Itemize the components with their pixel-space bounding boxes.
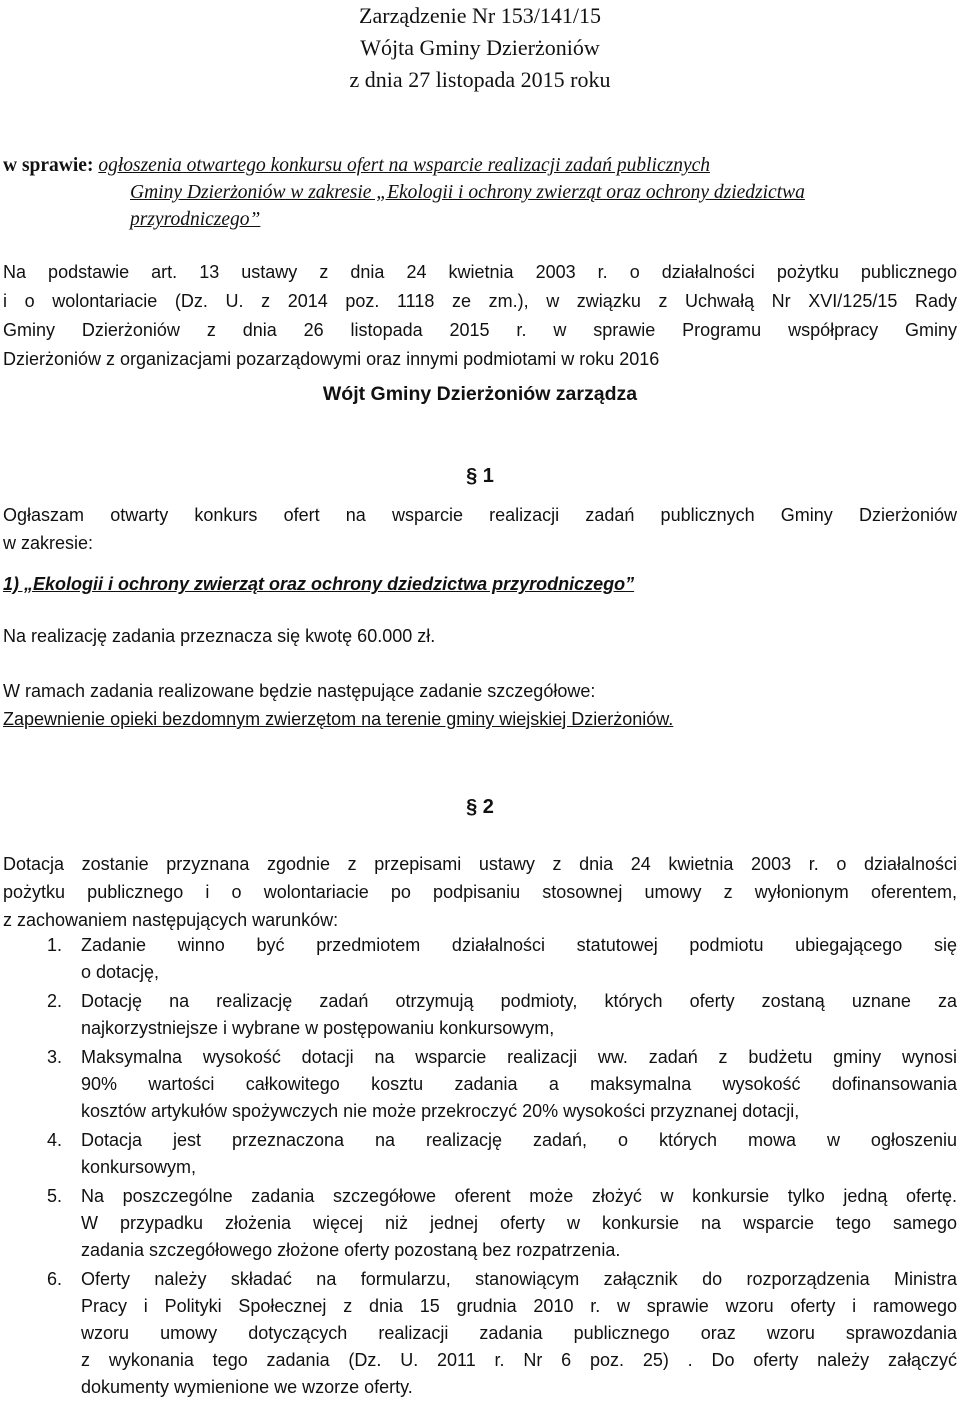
subject-line: ogłoszenia otwartego konkursu ofert na wsparcie realizacji zadań publicznych: [98, 155, 710, 176]
section-1-intro-line: w zakresie:: [3, 533, 94, 553]
condition-item: [3, 932, 957, 986]
condition-line: W przypadku złożenia więcej niż jednej oferty w konkursie na wsparcie tego samego: [81, 1213, 957, 1233]
condition-number: 1.: [47, 935, 63, 955]
decree-number: Zarządzenie Nr 153/141/15: [359, 3, 601, 28]
condition-item: [3, 1183, 957, 1264]
section-1-detail: [3, 677, 957, 733]
detail-intro: W ramach zadania realizowane będzie następujące zadanie szczegółowe:: [3, 681, 596, 701]
condition-number: 6.: [47, 1269, 63, 1289]
condition-line: Na poszczególne zadania szczegółowe oferent może złożyć w konkursie tylko jedną ofertę.: [81, 1186, 957, 1206]
legal-basis-line: i o wolontariacie (Dz. U. z 2014 poz. 1118 ze zm.), w związku z Uchwałą Nr XVI/125/15 Rady: [3, 291, 957, 311]
condition-line: dokumenty wymienione we wzorze oferty.: [81, 1377, 413, 1397]
section-1-mark: § 1: [466, 465, 494, 487]
document-header: [0, 0, 960, 96]
condition-line: Maksymalna wysokość dotacji na wsparcie realizacji ww. zadań z budżetu gminy wynosi: [81, 1047, 957, 1067]
subject-line: Gminy Dzierżoniów w zakresie „Ekologii i ochrony zwierząt oraz ochrony dziedzictwa: [130, 182, 805, 203]
decree-date: z dnia 27 listopada 2015 roku: [349, 67, 611, 92]
section-2-intro-line: Dotacja zostanie przyznana zgodnie z przepisami ustawy z dnia 24 kwietnia 2003 r. o działalności: [3, 854, 957, 874]
legal-basis-line: Gminy Dzierżoniów z dnia 26 listopada 2015 r. w sprawie Programu współpracy Gminy: [3, 320, 957, 340]
condition-line: konkursowym,: [81, 1157, 197, 1177]
legal-basis-line: Na podstawie art. 13 ustawy z dnia 24 kwietnia 2003 r. o działalności pożytku publicznego: [3, 262, 957, 282]
legal-basis-line: Dzierżoniów z organizacjami pozarządowymi oraz innymi podmiotami w roku 2016: [3, 349, 660, 369]
condition-number: 2.: [47, 991, 63, 1011]
issuer: Wójta Gminy Dzierżoniów: [360, 35, 600, 60]
condition-line: o dotację,: [81, 962, 160, 982]
decree-statement: Wójt Gminy Dzierżoniów zarządza: [322, 383, 638, 405]
condition-item: [3, 988, 957, 1042]
condition-line: z wykonania tego zadania (Dz. U. 2011 r. Nr 6 poz. 25) . Do oferty należy załączyć: [81, 1350, 957, 1370]
subject-block: [3, 152, 957, 233]
condition-number: 3.: [47, 1047, 63, 1067]
condition-line: najkorzystniejsze i wybrane w postępowaniu konkursowym,: [81, 1018, 555, 1038]
task-title: 1) „Ekologii i ochrony zwierząt oraz ochrony dziedzictwa przyrodniczego”: [3, 574, 635, 594]
section-2-mark: § 2: [466, 796, 494, 818]
condition-line: Dotacja jest przeznaczona na realizację zadań, o których mowa w ogłoszeniu: [81, 1130, 957, 1150]
section-1-amount: Na realizację zadania przeznacza się kwotę 60.000 zł.: [3, 626, 436, 646]
section-1-intro-line: Ogłaszam otwarty konkurs ofert na wsparcie realizacji zadań publicznych Gminy Dzierżoniów: [3, 505, 957, 525]
condition-line: Oferty należy składać na formularzu, stanowiącym załącznik do rozporządzenia Ministra: [81, 1269, 957, 1289]
subject-line: przyrodniczego”: [130, 209, 261, 230]
condition-number: 5.: [47, 1186, 63, 1206]
section-2-intro-line: z zachowaniem następujących warunków:: [3, 910, 339, 930]
conditions-list: [3, 932, 957, 1401]
condition-item: [3, 1127, 957, 1181]
section-2-intro: [3, 850, 957, 934]
section-1-task: [3, 570, 957, 598]
condition-line: Dotację na realizację zadań otrzymują podmioty, których oferty zostaną uznane za: [81, 991, 957, 1011]
condition-number: 4.: [47, 1130, 63, 1150]
condition-line: Zadanie winno być przedmiotem działalności statutowej podmiotu ubiegającego się: [81, 935, 957, 955]
legal-basis: [3, 258, 957, 374]
condition-item: [3, 1044, 957, 1125]
condition-item: [3, 1266, 957, 1401]
condition-line: kosztów artykułów spożywczych nie może przekroczyć 20% wysokości przyznanej dotacji,: [81, 1101, 800, 1121]
section-2-intro-line: pożytku publicznego i o wolontariacie po podpisaniu stosownej umowy z wyłonionym oferentem,: [3, 882, 957, 902]
detail-task: Zapewnienie opieki bezdomnym zwierzętom na terenie gminy wiejskiej Dzierżoniów.: [3, 709, 674, 729]
condition-line: zadania szczegółowego złożone oferty pozostaną bez rozpatrzenia.: [81, 1240, 621, 1260]
subject-label: w sprawie:: [3, 155, 94, 176]
section-1-intro: [3, 501, 957, 557]
condition-line: 90% wartości całkowitego kosztu zadania a maksymalna wysokość dofinansowania: [81, 1074, 957, 1094]
condition-line: wzoru umowy dotyczących realizacji zadania publicznego oraz wzoru sprawozdania: [81, 1323, 957, 1343]
condition-line: Pracy i Polityki Społecznej z dnia 15 grudnia 2010 r. w sprawie wzoru oferty i ramowego: [81, 1296, 957, 1316]
